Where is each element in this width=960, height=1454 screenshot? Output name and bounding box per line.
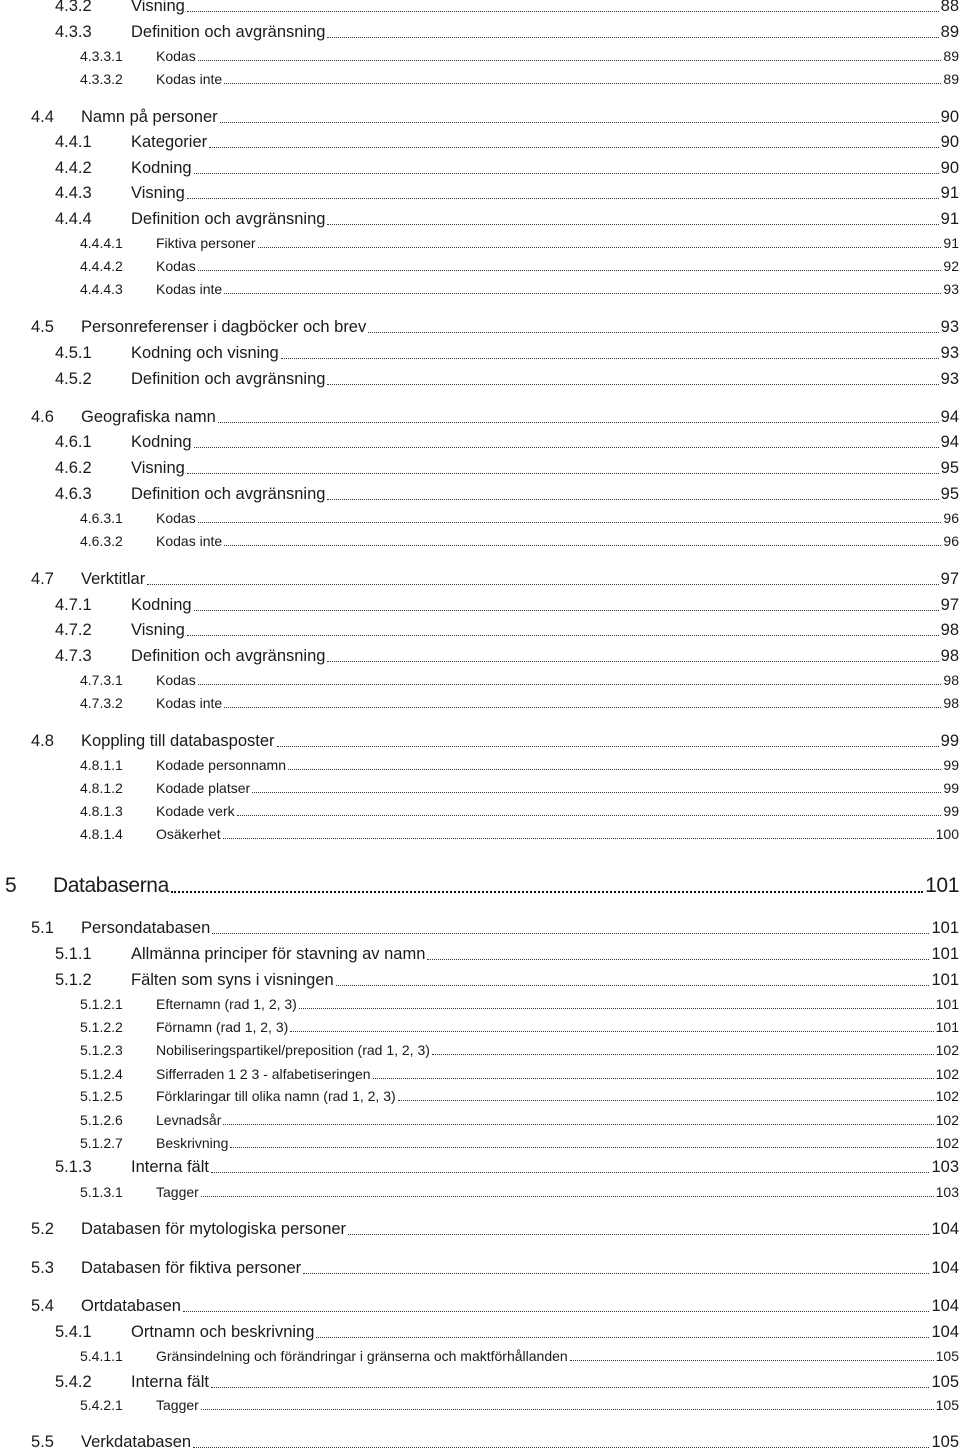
toc-entry-page-number: 93 xyxy=(940,318,959,336)
dot-leader xyxy=(290,1031,933,1032)
toc-entry[interactable] xyxy=(55,647,959,666)
toc-entry[interactable] xyxy=(55,1158,959,1177)
dot-leader xyxy=(224,707,941,708)
toc-entry-number: 4.6 xyxy=(31,408,54,426)
toc-entry-page-number: 100 xyxy=(935,826,959,842)
toc-entry-number: 4.4.4.2 xyxy=(80,258,123,274)
toc-entry[interactable] xyxy=(80,672,959,688)
dot-leader xyxy=(327,661,938,662)
toc-entry-page-number: 98 xyxy=(943,695,959,711)
toc-entry[interactable] xyxy=(80,71,959,87)
toc-entry-number: 4.6.2 xyxy=(55,459,92,477)
dot-leader xyxy=(198,270,942,271)
toc-entry-number: 5.1.2.7 xyxy=(80,1135,123,1151)
toc-entry-number: 4.7.2 xyxy=(55,621,92,639)
dot-leader xyxy=(336,985,930,986)
toc-entry-title: Förnamn (rad 1, 2, 3) xyxy=(156,1019,289,1035)
dot-leader xyxy=(327,224,938,225)
toc-entry-page-number: 95 xyxy=(940,459,959,477)
toc-entry[interactable] xyxy=(55,621,959,640)
toc-entry-page-number: 94 xyxy=(940,433,959,451)
dot-leader xyxy=(193,1447,929,1448)
toc-entry-page-number: 89 xyxy=(940,23,959,41)
toc-entry-title: Kodas xyxy=(156,672,196,688)
toc-entry-page-number: 90 xyxy=(940,133,959,151)
toc-entry-number: 4.7.3 xyxy=(55,647,92,665)
toc-entry[interactable] xyxy=(80,1184,959,1200)
toc-entry-title: Kodas inte xyxy=(156,281,223,297)
toc-entry-number: 5 xyxy=(5,874,17,897)
toc-entry[interactable] xyxy=(80,695,959,711)
toc-entry-number: 5.5 xyxy=(31,1433,54,1451)
toc-entry-title: Kodning och visning xyxy=(131,344,279,362)
toc-entry-page-number: 93 xyxy=(940,370,959,388)
toc-entry[interactable] xyxy=(80,510,959,526)
dot-leader xyxy=(187,635,939,636)
toc-entry-title: Fälten som syns i visningen xyxy=(131,971,334,989)
toc-entry-title: Levnadsår xyxy=(156,1112,222,1128)
toc-entry[interactable] xyxy=(55,1373,959,1392)
toc-entry-title: Ortnamn och beskrivning xyxy=(131,1323,315,1341)
toc-entry-page-number: 101 xyxy=(935,996,959,1012)
toc-entry-title: Tagger xyxy=(156,1397,199,1413)
dot-leader xyxy=(218,422,939,423)
toc-entry-number: 4.3.2 xyxy=(55,0,92,15)
toc-entry-title: Osäkerhet xyxy=(156,826,221,842)
toc-entry-title: Kodning xyxy=(131,596,192,614)
toc-entry-title: Efternamn (rad 1, 2, 3) xyxy=(156,996,297,1012)
dot-leader xyxy=(281,358,939,359)
toc-entry-number: 4.6.3.2 xyxy=(80,533,123,549)
dot-leader xyxy=(327,37,938,38)
toc-entry-title: Databasen för fiktiva personer xyxy=(81,1259,302,1277)
toc-entry-number: 5.1 xyxy=(31,919,54,937)
toc-entry-page-number: 101 xyxy=(925,874,959,897)
toc-entry-number: 5.2 xyxy=(31,1220,54,1238)
toc-entry-title: Persondatabasen xyxy=(81,919,211,937)
toc-entry-number: 5.4.2 xyxy=(55,1373,92,1391)
toc-entry-number: 4.3.3 xyxy=(55,23,92,41)
toc-entry[interactable] xyxy=(80,780,959,796)
toc-entry-page-number: 105 xyxy=(935,1397,959,1413)
toc-entry[interactable] xyxy=(55,0,959,16)
dot-leader xyxy=(299,1008,934,1009)
toc-entry[interactable] xyxy=(31,1220,959,1239)
toc-entry-page-number: 101 xyxy=(931,919,959,937)
toc-entry-page-number: 97 xyxy=(940,596,959,614)
toc-entry-title: Databaserna xyxy=(53,874,169,897)
dot-leader xyxy=(198,522,942,523)
toc-entry-page-number: 101 xyxy=(935,1019,959,1035)
toc-entry[interactable] xyxy=(80,533,959,549)
toc-entry-page-number: 98 xyxy=(943,672,959,688)
dot-leader xyxy=(398,1100,934,1101)
dot-leader xyxy=(348,1234,929,1235)
toc-entry-title: Personreferenser i dagböcker och brev xyxy=(81,318,367,336)
dot-leader xyxy=(327,384,938,385)
toc-entry-title: Visning xyxy=(131,459,185,477)
dot-leader xyxy=(258,247,942,248)
toc-entry[interactable] xyxy=(55,159,959,178)
toc-entry[interactable] xyxy=(80,1112,959,1128)
toc-entry-page-number: 88 xyxy=(940,0,959,15)
toc-entry-page-number: 104 xyxy=(931,1297,959,1315)
toc-entry-page-number: 99 xyxy=(940,732,959,750)
toc-entry-number: 4.7.1 xyxy=(55,596,92,614)
toc-entry-title: Kodas xyxy=(156,48,196,64)
toc-entry-page-number: 98 xyxy=(940,647,959,665)
toc-entry-title: Definition och avgränsning xyxy=(131,647,326,665)
toc-entry[interactable] xyxy=(31,408,959,427)
toc-entry-page-number: 102 xyxy=(935,1135,959,1151)
toc-entry[interactable] xyxy=(80,757,959,773)
toc-entry-page-number: 103 xyxy=(935,1184,959,1200)
toc-entry-number: 4.6.1 xyxy=(55,433,92,451)
dot-leader xyxy=(316,1337,929,1338)
dot-leader xyxy=(252,792,941,793)
toc-entry-page-number: 89 xyxy=(943,48,959,64)
toc-entry[interactable] xyxy=(80,1066,959,1082)
toc-entry-title: Kategorier xyxy=(131,133,208,151)
toc-entry[interactable] xyxy=(55,23,959,42)
toc-entry[interactable] xyxy=(80,1135,959,1151)
toc-entry-number: 5.1.2.3 xyxy=(80,1042,123,1058)
toc-entry[interactable] xyxy=(80,803,959,819)
toc-entry-number: 4.3.3.2 xyxy=(80,71,123,87)
toc-entry-title: Visning xyxy=(131,184,185,202)
toc-entry-page-number: 99 xyxy=(943,780,959,796)
toc-entry-page-number: 101 xyxy=(931,971,959,989)
toc-entry-number: 5.1.3.1 xyxy=(80,1184,123,1200)
toc-entry-title: Definition och avgränsning xyxy=(131,370,326,388)
toc-entry-number: 4.4.4.3 xyxy=(80,281,123,297)
dot-leader xyxy=(427,959,929,960)
toc-entry-page-number: 91 xyxy=(940,210,959,228)
toc-entry[interactable] xyxy=(80,1019,959,1035)
toc-entry[interactable] xyxy=(80,1088,959,1104)
toc-entry-page-number: 105 xyxy=(931,1373,959,1391)
toc-entry-page-number: 91 xyxy=(940,184,959,202)
dot-leader xyxy=(223,1124,933,1125)
toc-entry-number: 5.3 xyxy=(31,1259,54,1277)
toc-entry[interactable] xyxy=(55,485,959,504)
toc-entry[interactable] xyxy=(80,48,959,64)
toc-entry[interactable] xyxy=(80,258,959,274)
dot-leader xyxy=(194,447,939,448)
toc-entry-number: 4.5.1 xyxy=(55,344,92,362)
toc-entry-number: 5.4 xyxy=(31,1297,54,1315)
dot-leader xyxy=(373,1078,934,1079)
dot-leader xyxy=(570,1360,934,1361)
dot-leader xyxy=(171,891,923,893)
dot-leader xyxy=(224,293,941,294)
toc-entry-number: 5.1.2 xyxy=(55,971,92,989)
toc-entry-page-number: 93 xyxy=(943,281,959,297)
toc-entry[interactable] xyxy=(55,344,959,363)
toc-entry-page-number: 99 xyxy=(943,757,959,773)
toc-entry-number: 4.8.1.4 xyxy=(80,826,123,842)
toc-entry-title: Kodade verk xyxy=(156,803,235,819)
toc-entry-title: Definition och avgränsning xyxy=(131,210,326,228)
toc-entry-title: Kodas inte xyxy=(156,533,223,549)
toc-entry-number: 4.8.1.1 xyxy=(80,757,123,773)
toc-entry-title: Beskrivning xyxy=(156,1135,229,1151)
toc-entry-page-number: 102 xyxy=(935,1066,959,1082)
toc-entry-title: Kodas inte xyxy=(156,695,223,711)
toc-entry-number: 5.1.2.1 xyxy=(80,996,123,1012)
toc-entry[interactable] xyxy=(80,826,959,842)
toc-entry[interactable] xyxy=(31,732,959,751)
toc-entry[interactable] xyxy=(55,210,959,229)
toc-entry-number: 5.1.2.5 xyxy=(80,1088,123,1104)
toc-entry-number: 5.1.2.6 xyxy=(80,1112,123,1128)
toc-entry-title: Kodas xyxy=(156,258,196,274)
toc-entry-number: 4.4.4 xyxy=(55,210,92,228)
toc-entry-number: 4.4.2 xyxy=(55,159,92,177)
toc-entry-page-number: 89 xyxy=(943,71,959,87)
toc-entry-number: 4.6.3.1 xyxy=(80,510,123,526)
toc-entry-number: 4.4.4.1 xyxy=(80,235,123,251)
dot-leader xyxy=(220,122,939,123)
dot-leader xyxy=(187,473,939,474)
toc-entry-page-number: 104 xyxy=(931,1259,959,1277)
toc-entry-number: 5.4.2.1 xyxy=(80,1397,123,1413)
toc-entry-page-number: 90 xyxy=(940,159,959,177)
dot-leader xyxy=(303,1273,929,1274)
toc-entry-title: Nobiliseringspartikel/preposition (rad 1, 2, 3) xyxy=(156,1042,430,1058)
toc-entry-number: 4.7.3.2 xyxy=(80,695,123,711)
toc-entry-number: 5.1.3 xyxy=(55,1158,92,1176)
toc-entry-title: Tagger xyxy=(156,1184,199,1200)
dot-leader xyxy=(368,332,938,333)
toc-entry-number: 4.5.2 xyxy=(55,370,92,388)
toc-entry[interactable] xyxy=(55,1323,959,1342)
toc-entry-title: Kodade personnamn xyxy=(156,757,286,773)
toc-entry[interactable] xyxy=(55,370,959,389)
toc-entry-page-number: 104 xyxy=(931,1323,959,1341)
dot-leader xyxy=(277,746,939,747)
toc-entry[interactable] xyxy=(55,184,959,203)
toc-entry-page-number: 105 xyxy=(935,1348,959,1364)
dot-leader xyxy=(432,1054,934,1055)
toc-entry[interactable] xyxy=(55,433,959,452)
toc-entry-title: Definition och avgränsning xyxy=(131,485,326,503)
dot-leader xyxy=(194,173,939,174)
toc-entry-title: Verkdatabasen xyxy=(81,1433,192,1451)
dot-leader xyxy=(288,769,941,770)
toc-entry-title: Sifferraden 1 2 3 - alfabetiseringen xyxy=(156,1066,371,1082)
toc-entry-title: Kodas inte xyxy=(156,71,223,87)
toc-entry[interactable] xyxy=(80,235,959,251)
toc-entry-number: 4.3.3.1 xyxy=(80,48,123,64)
dot-leader xyxy=(211,1172,930,1173)
toc-entry-number: 4.4.3 xyxy=(55,184,92,202)
toc-entry-number: 5.1.2.4 xyxy=(80,1066,123,1082)
toc-entry-page-number: 96 xyxy=(943,533,959,549)
toc-entry-title: Kodade platser xyxy=(156,780,251,796)
toc-entry[interactable] xyxy=(80,1348,959,1364)
dot-leader xyxy=(147,584,938,585)
toc-entry-title: Visning xyxy=(131,0,185,15)
toc-entry-page-number: 105 xyxy=(931,1433,959,1451)
toc-entry-title: Namn på personer xyxy=(81,108,218,126)
dot-leader xyxy=(201,1196,934,1197)
toc-entry-page-number: 98 xyxy=(940,621,959,639)
toc-entry[interactable] xyxy=(80,1397,959,1413)
dot-leader xyxy=(223,838,934,839)
toc-entry-title: Koppling till databasposter xyxy=(81,732,275,750)
dot-leader xyxy=(194,610,939,611)
toc-entry-title: Förklaringar till olika namn (rad 1, 2, 3) xyxy=(156,1088,396,1104)
toc-entry-page-number: 90 xyxy=(940,108,959,126)
toc-entry[interactable] xyxy=(31,1259,959,1278)
toc-entry-page-number: 95 xyxy=(940,485,959,503)
toc-entry-number: 4.8.1.3 xyxy=(80,803,123,819)
toc-entry-page-number: 102 xyxy=(935,1112,959,1128)
toc-entry-number: 4.6.3 xyxy=(55,485,92,503)
dot-leader xyxy=(224,83,941,84)
toc-entry-title: Interna fält xyxy=(131,1158,209,1176)
toc-entry-title: Visning xyxy=(131,621,185,639)
toc-entry-title: Fiktiva personer xyxy=(156,235,256,251)
toc-entry[interactable] xyxy=(5,874,959,898)
toc-entry[interactable] xyxy=(80,1042,959,1058)
toc-entry[interactable] xyxy=(55,133,959,152)
dot-leader xyxy=(187,198,939,199)
toc-entry-page-number: 103 xyxy=(931,1158,959,1176)
toc-entry-page-number: 94 xyxy=(940,408,959,426)
toc-entry-number: 4.5 xyxy=(31,318,54,336)
dot-leader xyxy=(209,147,939,148)
dot-leader xyxy=(201,1409,934,1410)
toc-entry[interactable] xyxy=(55,459,959,478)
toc-entry-page-number: 101 xyxy=(931,945,959,963)
toc-entry-number: 4.8.1.2 xyxy=(80,780,123,796)
toc-entry[interactable] xyxy=(31,919,959,938)
dot-leader xyxy=(211,1387,930,1388)
toc-entry-number: 5.4.1.1 xyxy=(80,1348,123,1364)
toc-entry-number: 4.7 xyxy=(31,570,54,588)
toc-entry[interactable] xyxy=(80,996,959,1012)
toc-entry-page-number: 102 xyxy=(935,1042,959,1058)
dot-leader xyxy=(187,11,939,12)
toc-entry[interactable] xyxy=(80,281,959,297)
toc-entry-title: Kodas xyxy=(156,510,196,526)
dot-leader xyxy=(198,684,942,685)
toc-entry[interactable] xyxy=(31,1297,959,1316)
toc-entry[interactable] xyxy=(31,318,959,337)
dot-leader xyxy=(183,1311,929,1312)
dot-leader xyxy=(224,545,941,546)
toc-entry-number: 5.4.1 xyxy=(55,1323,92,1341)
toc-entry-number: 4.4 xyxy=(31,108,54,126)
toc-entry[interactable] xyxy=(31,108,959,127)
toc-entry-title: Ortdatabasen xyxy=(81,1297,181,1315)
toc-entry-page-number: 97 xyxy=(940,570,959,588)
toc-entry-title: Definition och avgränsning xyxy=(131,23,326,41)
toc-entry-title: Kodning xyxy=(131,159,192,177)
toc-entry-title: Verktitlar xyxy=(81,570,146,588)
toc-entry-number: 5.1.2.2 xyxy=(80,1019,123,1035)
dot-leader xyxy=(237,815,942,816)
toc-entry-title: Interna fält xyxy=(131,1373,209,1391)
dot-leader xyxy=(198,60,942,61)
toc-entry-title: Geografiska namn xyxy=(81,408,216,426)
toc-entry-number: 5.1.1 xyxy=(55,945,92,963)
toc-entry-title: Gränsindelning och förändringar i gränserna och maktförhållanden xyxy=(156,1348,568,1364)
toc-entry[interactable] xyxy=(31,1433,959,1452)
toc-entry-title: Kodning xyxy=(131,433,192,451)
dot-leader xyxy=(212,933,929,934)
toc-entry-page-number: 104 xyxy=(931,1220,959,1238)
toc-entry-page-number: 99 xyxy=(943,803,959,819)
toc-entry[interactable] xyxy=(55,945,959,964)
dot-leader xyxy=(327,499,938,500)
toc-entry-page-number: 92 xyxy=(943,258,959,274)
toc-entry-page-number: 93 xyxy=(940,344,959,362)
toc-entry-number: 4.4.1 xyxy=(55,133,92,151)
toc-entry-number: 4.8 xyxy=(31,732,54,750)
toc-entry-title: Allmänna principer för stavning av namn xyxy=(131,945,426,963)
toc-entry[interactable] xyxy=(55,596,959,615)
toc-entry-title: Databasen för mytologiska personer xyxy=(81,1220,347,1238)
toc-entry-page-number: 96 xyxy=(943,510,959,526)
toc-entry-number: 4.7.3.1 xyxy=(80,672,123,688)
toc-entry[interactable] xyxy=(31,570,959,589)
toc-entry-page-number: 91 xyxy=(943,235,959,251)
toc-entry-page-number: 102 xyxy=(935,1088,959,1104)
toc-entry[interactable] xyxy=(55,971,959,990)
dot-leader xyxy=(230,1147,933,1148)
